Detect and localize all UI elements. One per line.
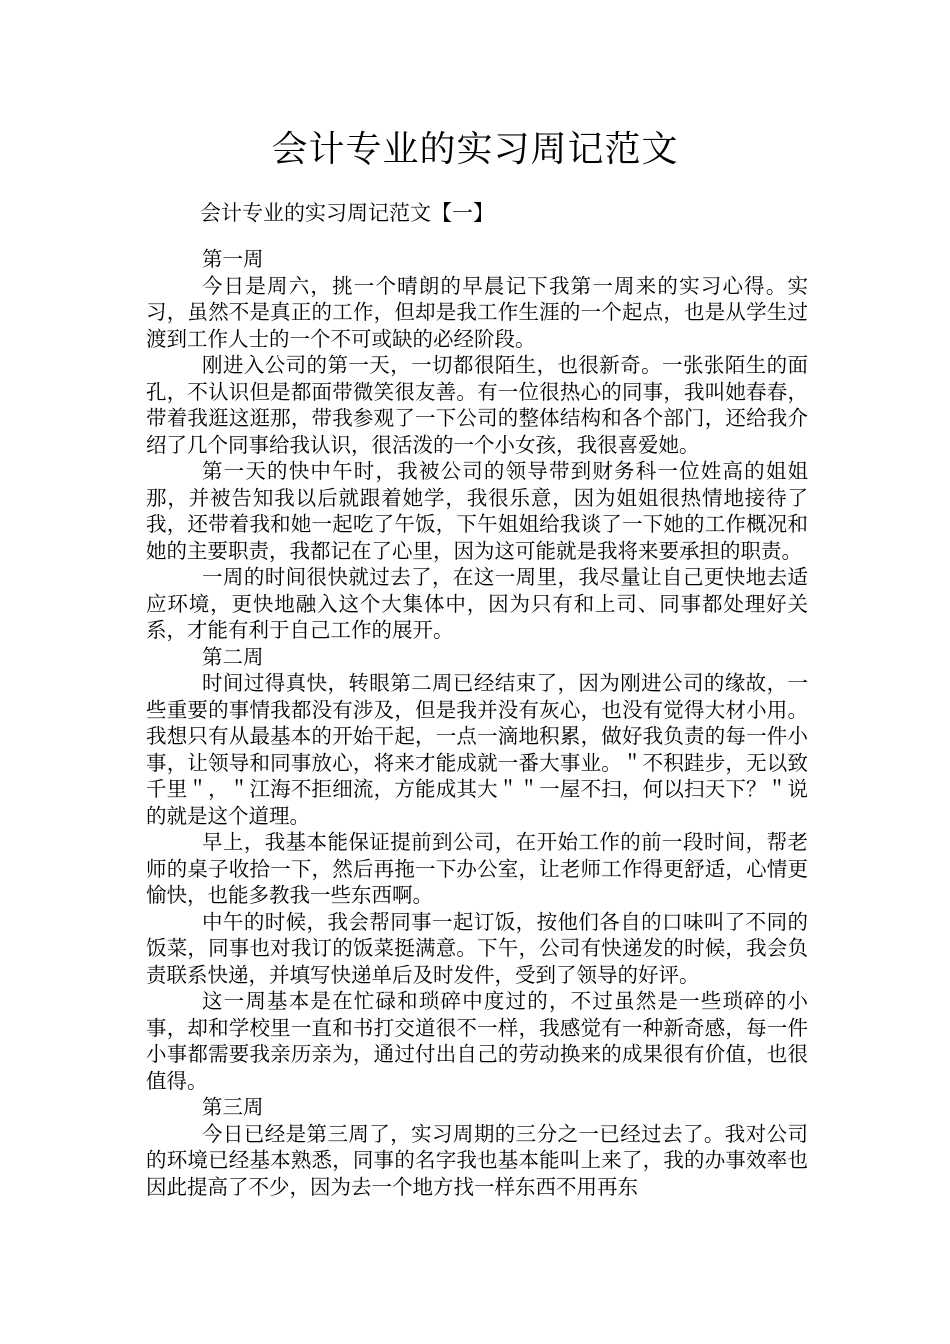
week2-paragraph-3: 中午的时候，我会帮同事一起订饭，按他们各自的口味叫了不同的饭菜，同事也对我订的饭菜挺满意。下午，公司有快递发的时候，我会负责联系快递，并填写快递单后及时发件，受到了领导的好评。 — [146, 909, 808, 987]
document-subtitle: 会计专业的实习周记范文【一】 — [200, 201, 494, 225]
week1-paragraph-2: 刚进入公司的第一天，一切都很陌生，也很新奇。一张张陌生的面孔，不认识但是都面带微笑很友善。有一位很热心的同事，我叫她春春，带着我逛这逛那，带我参观了一下公司的整体结构和各个部门，还给我介绍了几个同事给我认识，很活泼的一个小女孩，我很喜爱她。 — [146, 353, 808, 457]
week1-paragraph-3: 第一天的快中午时，我被公司的领导带到财务科一位姓高的姐姐那，并被告知我以后就跟着她学，我很乐意，因为姐姐很热情地接待了我，还带着我和她一起吃了午饭，下午姐姐给我谈了一下她的工作概况和她的主要职责，我都记在了心里，因为这可能就是我将来要承担的职责。 — [146, 459, 808, 563]
week3-paragraph-1: 今日已经是第三周了，实习周期的三分之一已经过去了。我对公司的环境已经基本熟悉，同事的名字我也基本能叫上来了，我的办事效率也因此提高了不少，因为去一个地方找一样东西不用再东 — [146, 1121, 808, 1199]
document-body — [146, 246, 808, 1200]
week2-heading: 第二周 — [202, 644, 264, 669]
week1-paragraph-4: 一周的时间很快就过去了，在这一周里，我尽量让自己更快地去适应环境，更快地融入这个大集体中，因为只有和上司、同事都处理好关系，才能有利于自己工作的展开。 — [146, 565, 808, 642]
week2-paragraph-4: 这一周基本是在忙碌和琐碎中度过的，不过虽然是一些琐碎的小事，却和学校里一直和书打交道很不一样，我感觉有一种新奇感，每一件小事都需要我亲历亲为，通过付出自己的劳动换来的成果很有价值，也很值得。 — [146, 989, 808, 1093]
week2-paragraph-1: 时间过得真快，转眼第二周已经结束了，因为刚进公司的缘故，一些重要的事情我都没有涉及，但是我并没有灰心，也没有觉得大材小用。我想只有从最基本的开始干起，一点一滴地积累，做好我负责的每一件小事，让领导和同事放心，将来才能成就一番大事业。＂不积跬步，无以致千里＂，＂江海不拒细流，方能成其大＂＂一屋不扫，何以扫天下？＂说的就是这个道理。 — [146, 671, 808, 828]
week1-paragraph-1: 今日是周六，挑一个晴朗的早晨记下我第一周来的实习心得。实习，虽然不是真正的工作，但却是我工作生涯的一个起点，也是从学生过渡到工作人士的一个不可或缺的必经阶段。 — [146, 273, 808, 351]
week3-heading: 第三周 — [202, 1095, 264, 1119]
week2-paragraph-2: 早上，我基本能保证提前到公司，在开始工作的前一段时间，帮老师的桌子收拾一下，然后再拖一下办公室，让老师工作得更舒适，心情更愉快，也能多教我一些东西啊。 — [146, 830, 808, 907]
week1-heading: 第一周 — [202, 247, 264, 271]
document-title: 会计专业的实习周记范文 — [271, 129, 679, 170]
